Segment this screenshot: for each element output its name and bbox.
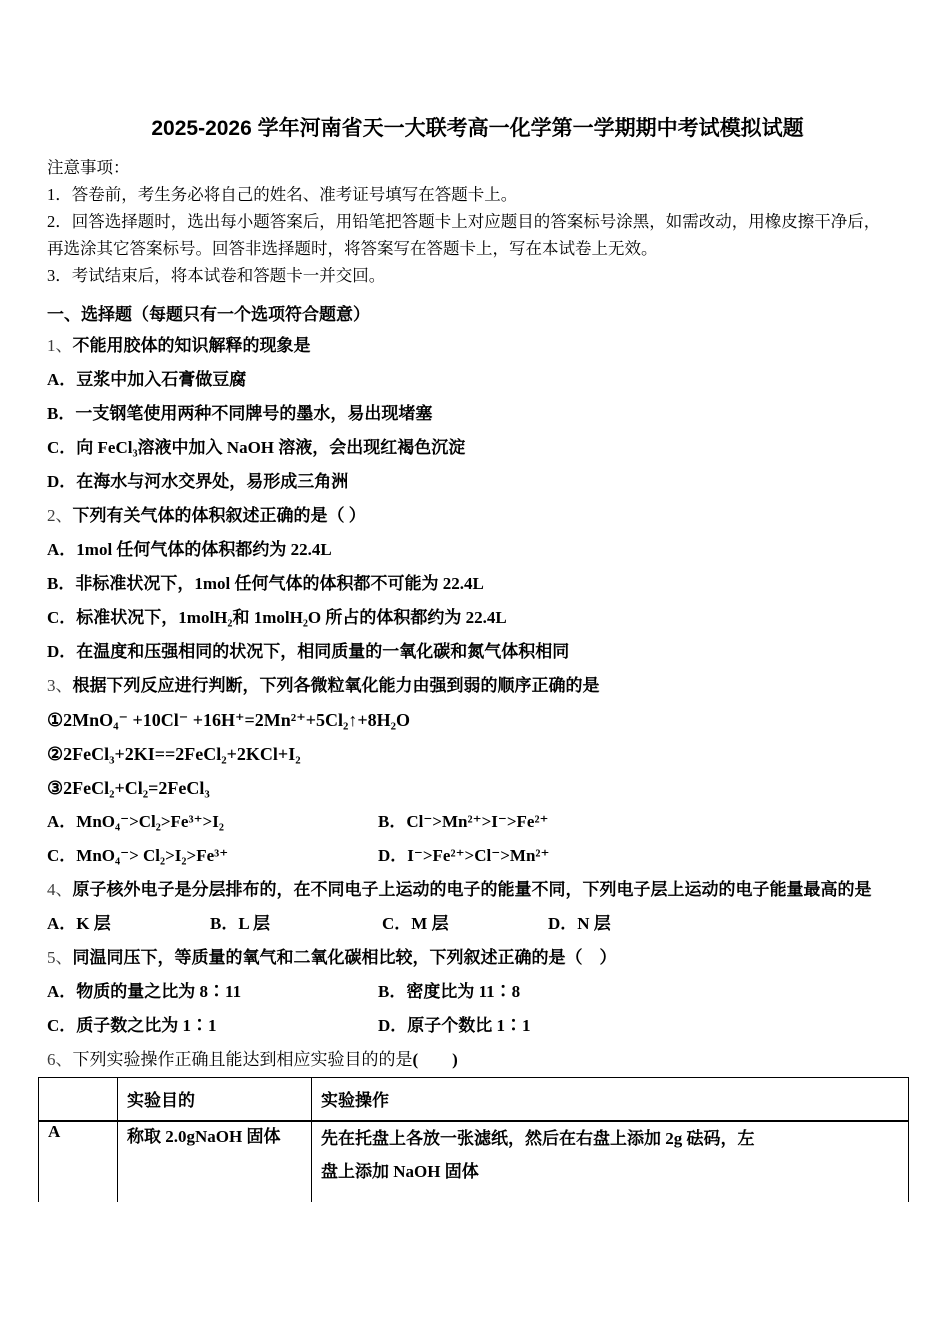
- question-4-number: 4、: [47, 880, 73, 899]
- question-5-options-row-2: [47, 1009, 908, 1043]
- question-5-options-row-1: [47, 975, 908, 1009]
- question-4-option-c: C．M 层: [382, 914, 449, 933]
- question-3-number: 3、: [47, 676, 73, 695]
- question-1-option-a: A．豆浆中加入石膏做豆腐: [47, 370, 247, 389]
- question-4-stem: 4、原子核外电子是分层排布的，在不同电子上运动的电子的能量不同，下列电子层上运动的电子能量最高的是: [47, 880, 872, 899]
- question-3-equation-1: ①2MnO₄⁻ +10Cl⁻ +16H⁺=2Mn²⁺+5Cl₂↑+8H₂O: [47, 710, 411, 730]
- notice-heading: 注意事项：: [47, 158, 130, 177]
- question-2-option-b: B．非标准状况下，1mol 任何气体的体积都不可能为 22.4L: [47, 574, 484, 593]
- question-1-option-d: D．在海水与河水交界处，易形成三角洲: [47, 472, 349, 491]
- table-row-a-operation-line-1: 先在托盘上各放一张滤纸，然后在右盘上添加 2g 砝码，左: [321, 1128, 755, 1148]
- question-3-option-c: C．MnO₄⁻> Cl₂>I₂>Fe³⁺: [47, 846, 229, 865]
- question-4-option-b: B．L 层: [210, 914, 270, 933]
- question-3-equation-3: ③2FeCl₂+Cl₂=2FeCl₃: [47, 778, 210, 798]
- question-5-stem: 5、同温同压下，等质量的氧气和二氧化碳相比较，下列叙述正确的是（ ）: [47, 948, 617, 967]
- notice-line-1: 1．答卷前，考生务必将自己的姓名、准考证号填写在答题卡上。: [47, 185, 518, 204]
- question-1-option-c: C．向 FeCl₃溶液中加入 NaOH 溶液，会出现红褐色沉淀: [47, 438, 466, 457]
- question-2-number: 2、: [47, 506, 73, 525]
- question-3-options-row-1: [47, 805, 908, 839]
- question-3-option-b: B．Cl⁻>Mn²⁺>I⁻>Fe²⁺: [378, 812, 549, 831]
- question-6-answer-blank: ( ): [412, 1050, 458, 1069]
- table-header-operation: 实验操作: [312, 1078, 909, 1121]
- question-5-option-b: B．密度比为 11∶8: [378, 982, 521, 1001]
- question-1-number: 1、: [47, 336, 73, 355]
- question-6-stem: 6、下列实验操作正确且能达到相应实验目的的是( ): [47, 1050, 458, 1069]
- exam-table: [38, 1077, 909, 1202]
- question-5-number: 5、: [47, 948, 73, 967]
- notice-line-2: 2．回答选择题时，选出每小题答案后，用铅笔把答题卡上对应题目的答案标号涂黑，如需改动，用橡皮擦干净后，: [47, 212, 881, 231]
- question-5-option-c: C．质子数之比为 1∶1: [47, 1016, 217, 1035]
- question-1-option-b: B．一支钢笔使用两种不同牌号的墨水，易出现堵塞: [47, 404, 433, 423]
- notice-line-3: 再选涂其它答案标号。回答非选择题时，将答案写在答题卡上，写在本试卷上无效。: [47, 239, 658, 258]
- question-3-options-row-2: [47, 839, 908, 873]
- section-heading: 一、选择题（每题只有一个选项符合题意）: [47, 305, 370, 324]
- question-2-option-d: D．在温度和压强相同的状况下，相同质量的一氧化碳和氮气体积相同: [47, 642, 570, 661]
- table-row-a: [39, 1121, 909, 1202]
- question-3-stem: 3、根据下列反应进行判断，下列各微粒氧化能力由强到弱的顺序正确的是: [47, 676, 600, 695]
- question-3-option-a: A．MnO₄⁻>Cl₂>Fe³⁺>I₂: [47, 812, 224, 831]
- question-2-option-a: A．1mol 任何气体的体积都约为 22.4L: [47, 540, 332, 559]
- table-header-row: [39, 1078, 909, 1121]
- table-header-purpose: 实验目的: [118, 1078, 312, 1121]
- page-title: 2025-2026 学年河南省天一大联考高一化学第一学期期中考试模拟试题: [151, 117, 804, 140]
- table-header-blank: [39, 1078, 118, 1121]
- table-row-a-operation: [312, 1121, 909, 1202]
- table-row-a-label: A: [39, 1121, 118, 1202]
- notice-line-4: 3．考试结束后，将本试卷和答题卡一并交回。: [47, 266, 386, 285]
- question-3-equation-2: ②2FeCl₃+2KI==2FeCl₂+2KCl+I₂: [47, 744, 301, 764]
- question-5-option-d: D．原子个数比 1∶1: [378, 1016, 531, 1035]
- table-row-a-operation-line-2: 盘上添加 NaOH 固体: [321, 1161, 479, 1181]
- question-6-number: 6、: [47, 1050, 73, 1069]
- question-4-option-a: A．K 层: [47, 914, 111, 933]
- question-4-options-row: [47, 907, 908, 941]
- notice-section: [47, 154, 908, 289]
- question-5-option-a: A．物质的量之比为 8∶11: [47, 982, 242, 1001]
- question-3-option-d: D．I⁻>Fe²⁺>Cl⁻>Mn²⁺: [378, 846, 550, 865]
- question-2-option-c: C．标准状况下，1molH₂和 1molH₂O 所占的体积都约为 22.4L: [47, 608, 507, 627]
- question-4-option-d: D．N 层: [548, 914, 611, 933]
- table-row-a-purpose: 称取 2.0gNaOH 固体: [118, 1121, 312, 1202]
- question-1-stem: 1、不能用胶体的知识解释的现象是: [47, 336, 311, 355]
- question-2-stem: 2、下列有关气体的体积叙述正确的是（ ）: [47, 506, 366, 525]
